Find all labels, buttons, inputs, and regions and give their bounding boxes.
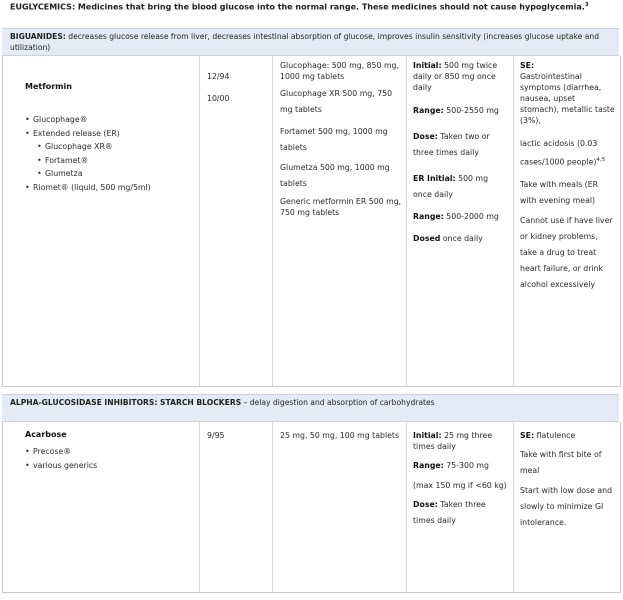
acarbose-initial: Initial: 25 mg three times daily <box>413 431 493 451</box>
metformin-cell <box>25 82 195 194</box>
brand-glucophage-xr: • Glucophage XR® <box>37 140 195 154</box>
start-low-dose: Start with low dose and slowly to minimize GI intolerance. <box>520 486 613 527</box>
brand-extended-release: • Extended release (ER) <box>25 127 195 141</box>
euglycemics-title-ref: 3 <box>584 2 589 8</box>
form-fortamet: Fortamet 500 mg, 1000 mg tablets <box>280 127 388 152</box>
alpha-table <box>2 422 621 593</box>
metformin-forms <box>280 60 402 218</box>
brand-glumetza: • Glumetza <box>37 167 195 181</box>
page-header <box>0 0 623 28</box>
contraindications: Cannot use if have liver or kidney problems, take a drug to treat heart failure, or drink alcohol excessively <box>520 215 613 289</box>
euglycemics-title <box>10 0 610 13</box>
acarbose-range: Range: 75-300 mg <box>413 461 489 470</box>
initial-dose: Initial: 500 mg twice daily or 850 mg once daily <box>413 61 498 92</box>
brand-fortamet: • Fortamet® <box>37 154 195 168</box>
metformin-side-effects <box>520 60 616 293</box>
form-glucophage-xr: Glucophage XR 500 mg, 750 mg tablets <box>280 89 393 114</box>
metformin-name: Metformin <box>25 82 72 91</box>
alpha-heading: ALPHA-GLUCOSIDASE INHIBITORS: STARCH BLOCKERS <box>10 398 242 407</box>
se-gastrointestinal: SE: Gastrointestinal symptoms (diarrhea, nausea, upset stomach), metallic taste (3%), <box>520 61 615 125</box>
brand-riomet: • Riomet® (liquid, 500 mg/5ml) <box>25 181 163 195</box>
take-with-meals: Take with meals (ER with evening meal) <box>520 179 599 205</box>
er-initial-dose: ER Initial: 500 mg once daily <box>413 174 489 199</box>
er-dosing: Dosed once daily <box>413 234 483 243</box>
acarbose-forms: 25 mg, 50 mg, 100 mg tablets <box>280 431 400 440</box>
se-flatulence: SE: flatulence <box>520 431 576 440</box>
brand-various-generics: • various generics <box>25 459 195 473</box>
metformin-brand-list <box>25 113 195 140</box>
biguanides-description: decreases glucose release from liver, decreases intestinal absorption of glucose, improves insulin sensitivity (increases glucose uptake and utilization) <box>10 32 600 52</box>
alpha-glucosidase-band <box>2 394 619 422</box>
euglycemics-title-text: EUGLYCEMICS: Medicines that bring the blood glucose into the normal range. These medicines should not cause hypoglycemia. <box>10 2 585 12</box>
acarbose-side-effects <box>520 430 616 531</box>
acarbose-dosing <box>413 430 508 529</box>
acarbose-date: 9/95 <box>207 431 225 440</box>
form-generic-er: Generic metformin ER 500 mg, 750 mg tablets <box>280 197 402 217</box>
date-approval-1: 12/94 <box>207 72 230 81</box>
acarbose-brand-list <box>25 445 195 472</box>
acarbose-max: (max 150 mg if <60 kg) <box>413 481 507 490</box>
acarbose-dose: Dose: Taken three times daily <box>413 500 486 525</box>
biguanides-heading: BIGUANIDES: <box>10 32 66 41</box>
er-brand-list <box>37 140 195 181</box>
biguanides-table <box>2 56 621 387</box>
er-dose-range: Range: 500-2000 mg <box>413 212 499 221</box>
metformin-dates <box>207 60 267 105</box>
date-approval-2: 10/00 <box>207 93 230 103</box>
se-lactic-acidosis: lactic acidosis (0.03 cases/1000 people)$^{4,5}$ <box>520 139 606 167</box>
acarbose-name: Acarbose <box>25 430 67 439</box>
form-glumetza: Glumetza 500 mg, 1000 mg tablets <box>280 163 390 188</box>
dose-frequency: Dose: Taken two or three times daily <box>413 132 490 157</box>
dose-range: Range: 500-2550 mg <box>413 106 499 115</box>
form-glucophage: Glucophage: 500 mg, 850 mg, 1000 mg tablets <box>280 61 399 81</box>
alpha-description: – delay digestion and absorption of carbohydrates <box>243 398 435 407</box>
acarbose-cell <box>25 430 195 472</box>
brand-glucophage: • Glucophage® <box>25 113 195 127</box>
take-with-first-bite: Take with first bite of meal <box>520 450 602 475</box>
biguanides-band <box>2 28 619 56</box>
brand-precose: • Precose® <box>25 445 195 459</box>
metformin-dosing <box>413 60 508 247</box>
